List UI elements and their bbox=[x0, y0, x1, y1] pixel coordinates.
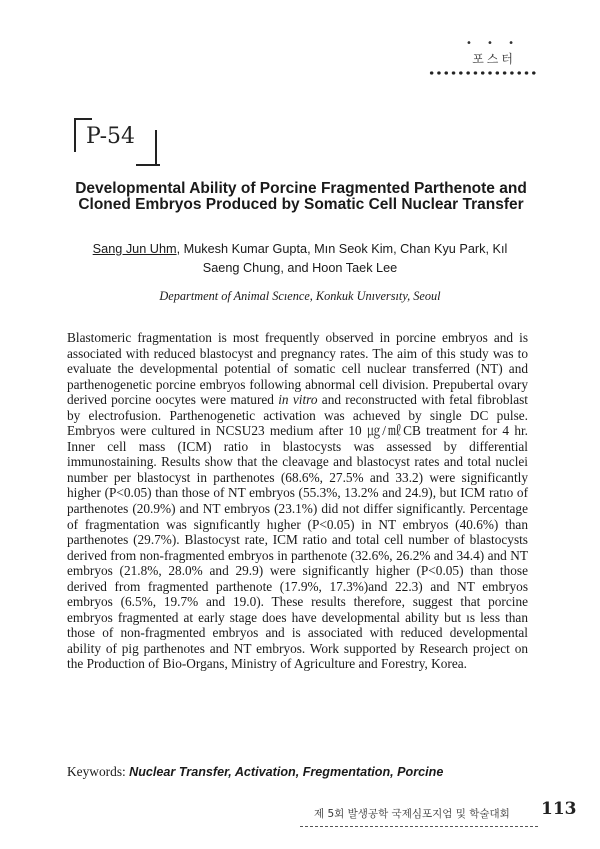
keywords bbox=[67, 764, 537, 780]
poster-code: P-54 bbox=[86, 124, 136, 149]
header-dotted-rule bbox=[428, 70, 538, 76]
bracket-left-horizontal bbox=[74, 118, 92, 120]
paper-title: Developmental Ability of Porcine Fragmented Parthenote and Cloned Embryos Produced by Somatic Cell Nuclear Transfer bbox=[75, 180, 527, 213]
affiliation: Department of Animal Scıence, Konkuk Unıversıty, Seoul bbox=[159, 289, 441, 303]
header-dots-top: • • • bbox=[465, 38, 520, 49]
bracket-right-horizontal bbox=[136, 164, 160, 166]
author-list bbox=[80, 240, 520, 278]
poster-code-box bbox=[74, 118, 170, 166]
header-section-label: 포스터 bbox=[472, 52, 516, 66]
co-authors: , Mukesh Kumar Gupta, Mın Seok Kim, Chan Kyu Park, Kıl Saeng Chung, and Hoon Taek Lee bbox=[176, 242, 508, 275]
abstract-part-1: Blastomeric fragmentation is most frequently observed in porcine embryos and is associated with reduced blastocyst and pregnancy rates. The aim of this study was to evaluate the developmental potential of somatic cell nuclear transferred (NT) and parthenogenetic porcine embryos following abnormal cell division. Prepubertal ovary derived porcine oocytes were matured bbox=[67, 330, 528, 408]
bracket-left-vertical bbox=[74, 118, 76, 152]
keywords-terms: Nuclear Transfer, Activation, Fregmentation, Porcine bbox=[129, 765, 444, 779]
footer-page-number: 113 bbox=[541, 799, 577, 819]
footer-rule bbox=[300, 826, 538, 827]
abstract-part-2: and reconstructed with fetal fibroblast by electrofusion. Parthenogenetic activation was achıeved by single DC pulse. Embryos were cultured in NCSU23 medium after 10 ㎍/㎖CB treatment for 4 hr. Inner cell mass (ICM) ratio in blastocysts was assessed by differential immunostaining. Results show that the cleavage and blastocyst rates and total nuclei number per blastocyst in parthenotes (68.6%, 27.5% and 33.2) were significantly higher (P<0.05) than those of NT embryos (55.3%, 13.2% and 24.9), but ICM ratıo of parthenotes (20.9%) and NT embryos (23.1%) did not differ significantly. Percentage of fragmentation was signıficantly hıgher (P<0.05) in NT embryos (40.6%) than parthenotes (29.7%). Blastocyst rate, ICM ratio and total cell number of blastocysts derived from non-fragmented embryos in parthenote (32.6%, 26.2% and 34.4) and NT embryos (21.8%, 28.0% and 29.9) were significantly higher (P<0.05) than those derived from fragmented parthenote (17.9%, 17.3%)and 22.3) and NT embryos embryos (6.5%, 19.7% and 19.0). These results therefore, suggest that porcine embryos fragmented at early stage does have developmental ability but ıs less than those of non-fragmented embryos and is associated with reduced developmental ability of pig parthenotes and NT embryos. Work supported by Research project on the Production of Bio-Organs, Ministry of Agriculture and Forestry, Korea. bbox=[67, 392, 529, 672]
footer-conference: 제 5회 발생공학 국제심포지엄 및 학술대회 bbox=[314, 808, 510, 820]
abstract-italic-in-vitro: in vitro bbox=[278, 392, 318, 408]
bracket-right-vertical bbox=[155, 130, 157, 166]
lead-author: Sang Jun Uhm bbox=[92, 242, 177, 256]
keywords-label: Keywords: bbox=[67, 764, 126, 779]
abstract-body bbox=[67, 330, 528, 672]
